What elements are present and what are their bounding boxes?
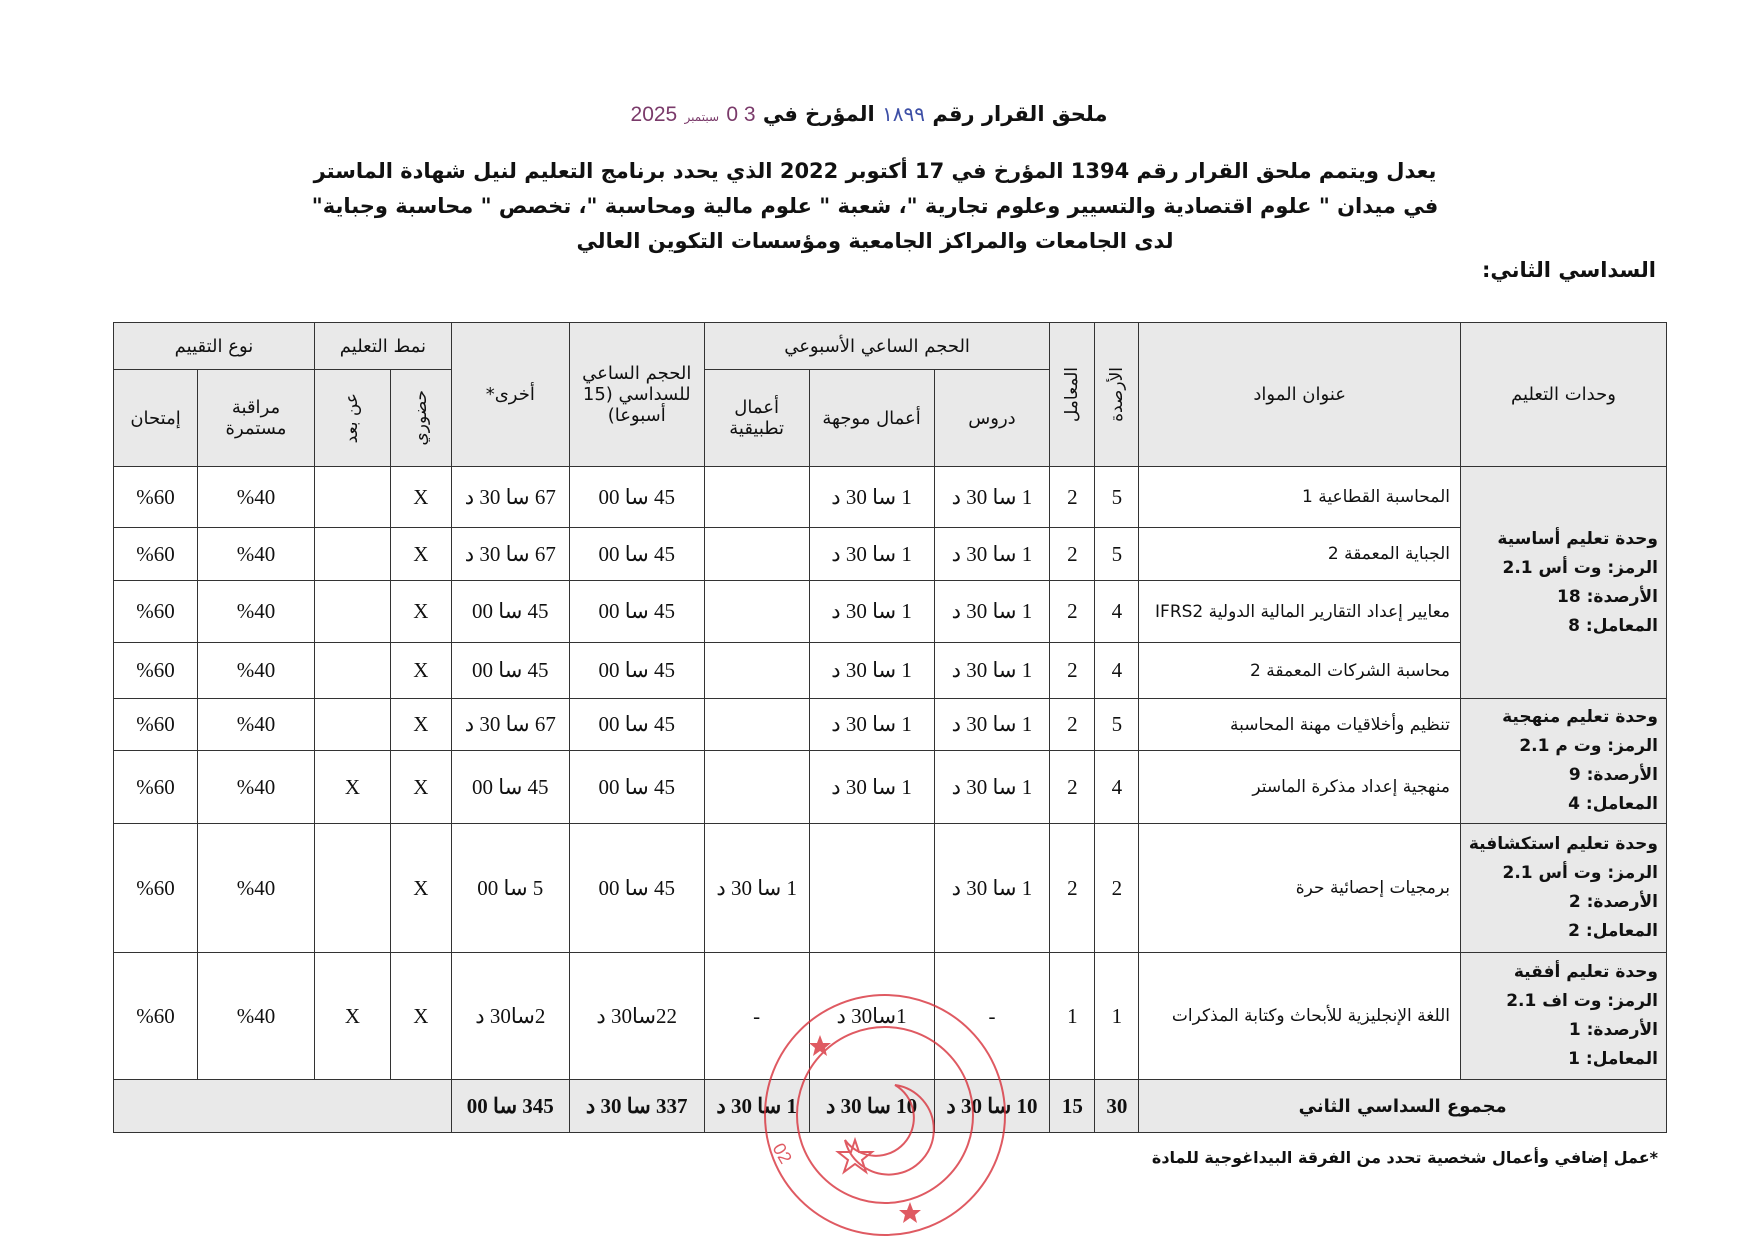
header-teaching-mode: نمط التعليم (314, 323, 451, 370)
tutorials-value: 1 سا 30 د (809, 581, 934, 643)
table-row (114, 751, 1667, 824)
lectures-value: 1 سا 30 د (934, 467, 1050, 528)
subject-title: تنظيم وأخلاقيات مهنة المحاسبة (1139, 699, 1461, 751)
practicals-value: 1 سا 30 د (704, 824, 809, 953)
table-row (114, 824, 1667, 953)
remote-mark (314, 699, 390, 751)
header-continuous: مراقبة مستمرة (198, 370, 315, 467)
tutorials-value (809, 824, 934, 953)
coefficient-value: 2 (1050, 467, 1095, 528)
practicals-value (704, 643, 809, 699)
remote-mark (314, 824, 390, 953)
semester-volume-value: 45 سا 00 (569, 643, 704, 699)
tutorials-value: 1 سا 30 د (809, 699, 934, 751)
in-person-mark: X (390, 528, 451, 581)
continuous-assessment-value: %40 (198, 643, 315, 699)
credits-value: 4 (1095, 643, 1139, 699)
credits-value: 1 (1095, 953, 1139, 1080)
credits-value: 2 (1095, 824, 1139, 953)
teaching-unit-line: الرمز: وت اف 2.1 (1506, 991, 1658, 1011)
other-value: 67 سا 30 د (451, 467, 569, 528)
table-row (114, 643, 1667, 699)
tutorials-value: 1 سا 30 د (809, 643, 934, 699)
exam-value: %60 (114, 751, 198, 824)
teaching-unit-line: وحدة تعليم أفقية (1513, 962, 1658, 982)
practicals-value (704, 699, 809, 751)
teaching-unit-line: المعامل: 1 (1568, 1049, 1658, 1069)
coefficient-value: 2 (1050, 824, 1095, 953)
semester-volume-value: 45 سا 00 (569, 581, 704, 643)
table-row (114, 528, 1667, 581)
continuous-assessment-value: %40 (198, 467, 315, 528)
program-table (113, 322, 1667, 1133)
title-prefix: ملحق القرار رقم (932, 102, 1108, 126)
header-tutorials: أعمال موجهة (809, 370, 934, 467)
teaching-unit-line: الأرصدة: 18 (1557, 586, 1658, 607)
teaching-unit-cell (1461, 953, 1667, 1080)
total-lectures: 10 سا 30 د (934, 1080, 1050, 1133)
teaching-unit-line: المعامل: 8 (1568, 615, 1658, 636)
lectures-value: 1 سا 30 د (934, 581, 1050, 643)
star-icon (838, 1140, 872, 1172)
practicals-value: - (704, 953, 809, 1080)
in-person-mark: X (390, 581, 451, 643)
continuous-assessment-value: %40 (198, 699, 315, 751)
semester-volume-value: 45 سا 00 (569, 699, 704, 751)
continuous-assessment-value: %40 (198, 824, 315, 953)
total-coef: 15 (1050, 1080, 1095, 1133)
in-person-mark: X (390, 751, 451, 824)
totals-row (114, 1080, 1667, 1133)
teaching-unit-line: المعامل: 4 (1568, 794, 1658, 814)
stamp-number: 02 (768, 1139, 796, 1167)
subject-title: منهجية إعداد مذكرة الماستر (1139, 751, 1461, 824)
tutorials-value: 1سا30 د (809, 953, 934, 1080)
total-other: 345 سا 00 (451, 1080, 569, 1133)
teaching-unit-line: الرمز: وت أس 2.1 (1502, 557, 1658, 578)
semester-volume-value: 45 سا 00 (569, 824, 704, 953)
credits-value: 4 (1095, 751, 1139, 824)
star-icon (899, 1202, 921, 1223)
remote-mark (314, 643, 390, 699)
table-row (114, 953, 1667, 1080)
header-subject: عنوان المواد (1139, 323, 1461, 467)
in-person-mark: X (390, 467, 451, 528)
subject-title: المحاسبة القطاعية 1 (1139, 467, 1461, 528)
header-weekly-volume: الحجم الساعي الأسبوعي (704, 323, 1050, 370)
continuous-assessment-value: %40 (198, 953, 315, 1080)
header-remote: عن بعد (314, 370, 390, 467)
in-person-mark: X (390, 643, 451, 699)
coefficient-value: 2 (1050, 581, 1095, 643)
practicals-value (704, 467, 809, 528)
credits-value: 5 (1095, 467, 1139, 528)
semester-volume-value: 45 سا 00 (569, 467, 704, 528)
lectures-value: 1 سا 30 د (934, 643, 1050, 699)
header-other: أخرى* (451, 323, 569, 467)
lectures-value: 1 سا 30 د (934, 751, 1050, 824)
remote-mark: X (314, 953, 390, 1080)
remote-mark: X (314, 751, 390, 824)
continuous-assessment-value: %40 (198, 581, 315, 643)
document-title (0, 102, 1738, 127)
header-coefficient: المعامل (1050, 323, 1095, 467)
tutorials-value: 1 سا 30 د (809, 467, 934, 528)
other-value: 45 سا 00 (451, 581, 569, 643)
semester-label: السداسي الثاني: (1481, 258, 1656, 282)
header-credits: الأرصدة (1095, 323, 1139, 467)
semester-volume-value: 22سا30 د (569, 953, 704, 1080)
subject-title: برمجيات إحصائية حرة (1139, 824, 1461, 953)
other-value: 45 سا 00 (451, 751, 569, 824)
semester-volume-value: 45 سا 00 (569, 528, 704, 581)
coefficient-value: 2 (1050, 751, 1095, 824)
handwritten-year: 2025 (630, 103, 678, 126)
subject-title: اللغة الإنجليزية للأبحاث وكتابة المذكرات (1139, 953, 1461, 1080)
continuous-assessment-value: %40 (198, 528, 315, 581)
total-tutorials: 10 سا 30 د (809, 1080, 934, 1133)
coefficient-value: 1 (1050, 953, 1095, 1080)
tutorials-value: 1 سا 30 د (809, 528, 934, 581)
teaching-unit-line: وحدة تعليم منهجية (1502, 707, 1658, 727)
other-value: 2سا30 د (451, 953, 569, 1080)
handwritten-decision-number: ١٨٩٩ (882, 102, 926, 126)
subject-title: الجباية المعمقة 2 (1139, 528, 1461, 581)
lectures-value: - (934, 953, 1050, 1080)
remote-mark (314, 467, 390, 528)
total-practicals: 1 سا 30 د (704, 1080, 809, 1133)
title-dated: المؤرخ في (762, 102, 875, 126)
header-evaluation-type: نوع التقييم (114, 323, 315, 370)
header-units: وحدات التعليم (1461, 323, 1667, 467)
subtitle-line-3: لدى الجامعات والمراكز الجامعية ومؤسسات التكوين العالي (576, 229, 1174, 253)
exam-value: %60 (114, 643, 198, 699)
coefficient-value: 2 (1050, 643, 1095, 699)
header-exam: إمتحان (114, 370, 198, 467)
exam-value: %60 (114, 699, 198, 751)
other-value: 67 سا 30 د (451, 528, 569, 581)
subtitle-line-2: في ميدان " علوم اقتصادية والتسيير وعلوم تجارية "، شعبة " علوم مالية ومحاسبة "، تخصص " محاسبة وجباية" (311, 194, 1439, 218)
teaching-unit-line: الرمز: وت م 2.1 (1519, 736, 1658, 756)
teaching-unit-line: الأرصدة: 9 (1568, 765, 1658, 785)
teaching-unit-cell (1461, 699, 1667, 824)
header-in-person: حضوري (390, 370, 451, 467)
exam-value: %60 (114, 953, 198, 1080)
totals-label: مجموع السداسي الثاني (1139, 1080, 1667, 1133)
teaching-unit-line: الأرصدة: 1 (1568, 1020, 1658, 1040)
coefficient-value: 2 (1050, 699, 1095, 751)
teaching-unit-line: وحدة تعليم استكشافية (1468, 834, 1658, 854)
table-row (114, 467, 1667, 528)
table-row (114, 699, 1667, 751)
other-value: 67 سا 30 د (451, 699, 569, 751)
total-semester: 337 سا 30 د (569, 1080, 704, 1133)
header-lectures: دروس (934, 370, 1050, 467)
tutorials-value: 1 سا 30 د (809, 751, 934, 824)
teaching-unit-line: وحدة تعليم أساسية (1497, 528, 1658, 549)
practicals-value (704, 581, 809, 643)
header-practicals: أعمال تطبيقية (704, 370, 809, 467)
lectures-value: 1 سا 30 د (934, 824, 1050, 953)
credits-value: 4 (1095, 581, 1139, 643)
credits-value: 5 (1095, 699, 1139, 751)
continuous-assessment-value: %40 (198, 751, 315, 824)
teaching-unit-line: الرمز: وت أس 2.1 (1502, 863, 1658, 883)
teaching-unit-line: المعامل: 2 (1568, 921, 1658, 941)
remote-mark (314, 581, 390, 643)
header-semester-volume: الحجم الساعي للسداسي (15 أسبوعا) (569, 323, 704, 467)
totals-empty-cell (114, 1080, 452, 1133)
exam-value: %60 (114, 581, 198, 643)
remote-mark (314, 528, 390, 581)
in-person-mark: X (390, 953, 451, 1080)
semester-volume-value: 45 سا 00 (569, 751, 704, 824)
practicals-value (704, 528, 809, 581)
lectures-value: 1 سا 30 د (934, 528, 1050, 581)
table-row (114, 581, 1667, 643)
coefficient-value: 2 (1050, 528, 1095, 581)
teaching-unit-cell (1461, 467, 1667, 699)
teaching-unit-line: الأرصدة: 2 (1568, 892, 1658, 912)
handwritten-day: 3 0 (726, 103, 756, 126)
other-value: 45 سا 00 (451, 643, 569, 699)
other-value: 5 سا 00 (451, 824, 569, 953)
exam-value: %60 (114, 467, 198, 528)
in-person-mark: X (390, 824, 451, 953)
exam-value: %60 (114, 528, 198, 581)
credits-value: 5 (1095, 528, 1139, 581)
footnote: *عمل إضافي وأعمال شخصية تحدد من الفرقة البيداغوجية للمادة (1151, 1148, 1658, 1167)
teaching-unit-cell (1461, 824, 1667, 953)
lectures-value: 1 سا 30 د (934, 699, 1050, 751)
exam-value: %60 (114, 824, 198, 953)
total-credits: 30 (1095, 1080, 1139, 1133)
in-person-mark: X (390, 699, 451, 751)
practicals-value (704, 751, 809, 824)
handwritten-month: سبتمبر (684, 110, 720, 124)
subtitle-line-1: يعدل ويتمم ملحق القرار رقم 1394 المؤرخ في 17 أكتوبر 2022 الذي يحدد برنامج التعليم لنيل شهادة الماستر (313, 159, 1437, 183)
subject-title: محاسبة الشركات المعمقة 2 (1139, 643, 1461, 699)
subject-title: معايير إعداد التقارير المالية الدولية IFRS2 (1139, 581, 1461, 643)
